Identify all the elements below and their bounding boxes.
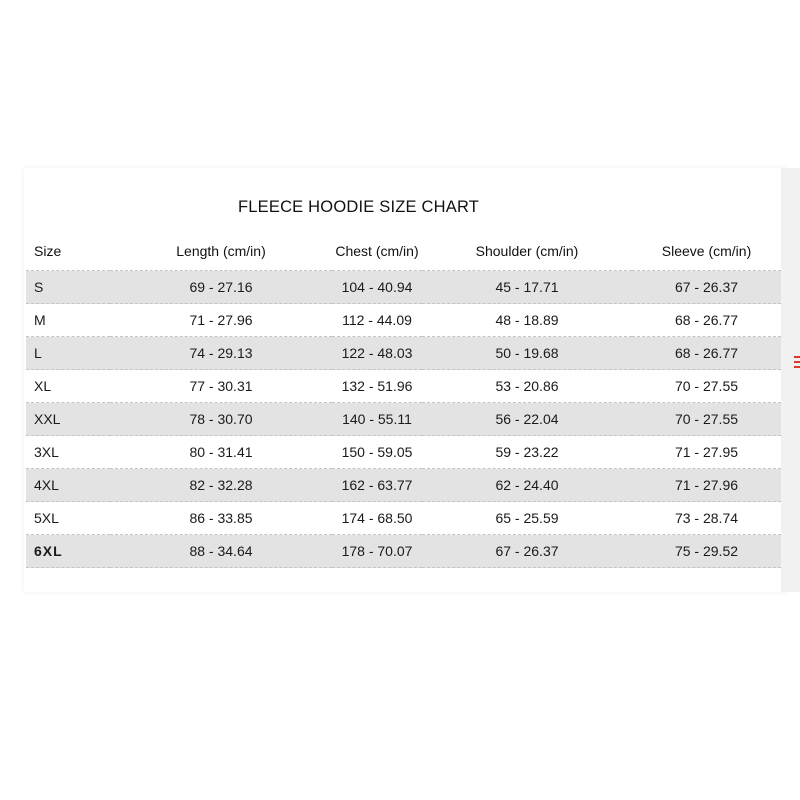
table-row — [26, 469, 781, 502]
adjacent-panel-edge — [781, 168, 800, 592]
table-row — [26, 403, 781, 436]
length-cell: 86 - 33.85 — [110, 502, 332, 535]
shoulder-cell: 53 - 20.86 — [422, 370, 632, 403]
table-row — [26, 436, 781, 469]
shoulder-cell: 59 - 23.22 — [422, 436, 632, 469]
sleeve-cell: 70 - 27.55 — [632, 370, 781, 403]
sleeve-cell: 67 - 26.37 — [632, 271, 781, 304]
sleeve-cell: 73 - 28.74 — [632, 502, 781, 535]
table-row — [26, 370, 781, 403]
size-cell: XXL — [26, 403, 110, 436]
shoulder-cell: 48 - 18.89 — [422, 304, 632, 337]
chest-cell: 178 - 70.07 — [332, 535, 422, 568]
sleeve-cell: 68 - 26.77 — [632, 304, 781, 337]
chest-cell: 174 - 68.50 — [332, 502, 422, 535]
table-row — [26, 502, 781, 535]
chest-cell: 140 - 55.11 — [332, 403, 422, 436]
chest-cell: 112 - 44.09 — [332, 304, 422, 337]
header-size: Size — [34, 242, 62, 259]
chest-cell: 104 - 40.94 — [332, 271, 422, 304]
shoulder-cell: 45 - 17.71 — [422, 271, 632, 304]
shoulder-cell: 56 - 22.04 — [422, 403, 632, 436]
shoulder-cell: 62 - 24.40 — [422, 469, 632, 502]
chest-cell: 150 - 59.05 — [332, 436, 422, 469]
table-row — [26, 271, 781, 304]
size-cell: XL — [26, 370, 110, 403]
size-cell: M — [26, 304, 110, 337]
red-accent-marks — [794, 356, 800, 378]
length-cell: 69 - 27.16 — [110, 271, 332, 304]
shoulder-cell: 67 - 26.37 — [422, 535, 632, 568]
shoulder-cell: 65 - 25.59 — [422, 502, 632, 535]
table-row — [26, 535, 781, 568]
table-row — [26, 304, 781, 337]
size-cell: 6XL — [26, 535, 110, 568]
length-cell: 78 - 30.70 — [110, 403, 332, 436]
chest-cell: 162 - 63.77 — [332, 469, 422, 502]
sleeve-cell: 70 - 27.55 — [632, 403, 781, 436]
size-cell: 3XL — [26, 436, 110, 469]
size-cell: S — [26, 271, 110, 304]
length-cell: 77 - 30.31 — [110, 370, 332, 403]
shoulder-cell: 50 - 19.68 — [422, 337, 632, 370]
sleeve-cell: 75 - 29.52 — [632, 535, 781, 568]
sleeve-cell: 68 - 26.77 — [632, 337, 781, 370]
length-cell: 88 - 34.64 — [110, 535, 332, 568]
size-cell: L — [26, 337, 110, 370]
sleeve-cell: 71 - 27.95 — [632, 436, 781, 469]
table-header-row — [26, 231, 781, 271]
header-sleeve: Sleeve (cm/in) — [661, 242, 752, 259]
chart-title: FLEECE HOODIE SIZE CHART — [238, 198, 480, 216]
header-chest: Chest (cm/in) — [335, 242, 419, 259]
header-length: Length (cm/in) — [176, 242, 266, 259]
chest-cell: 132 - 51.96 — [332, 370, 422, 403]
size-cell: 4XL — [26, 469, 110, 502]
length-cell: 80 - 31.41 — [110, 436, 332, 469]
length-cell: 74 - 29.13 — [110, 337, 332, 370]
size-table — [26, 231, 781, 568]
header-shoulder: Shoulder (cm/in) — [475, 242, 579, 259]
table-row — [26, 337, 781, 370]
length-cell: 82 - 32.28 — [110, 469, 332, 502]
chest-cell: 122 - 48.03 — [332, 337, 422, 370]
sleeve-cell: 71 - 27.96 — [632, 469, 781, 502]
size-cell: 5XL — [26, 502, 110, 535]
length-cell: 71 - 27.96 — [110, 304, 332, 337]
